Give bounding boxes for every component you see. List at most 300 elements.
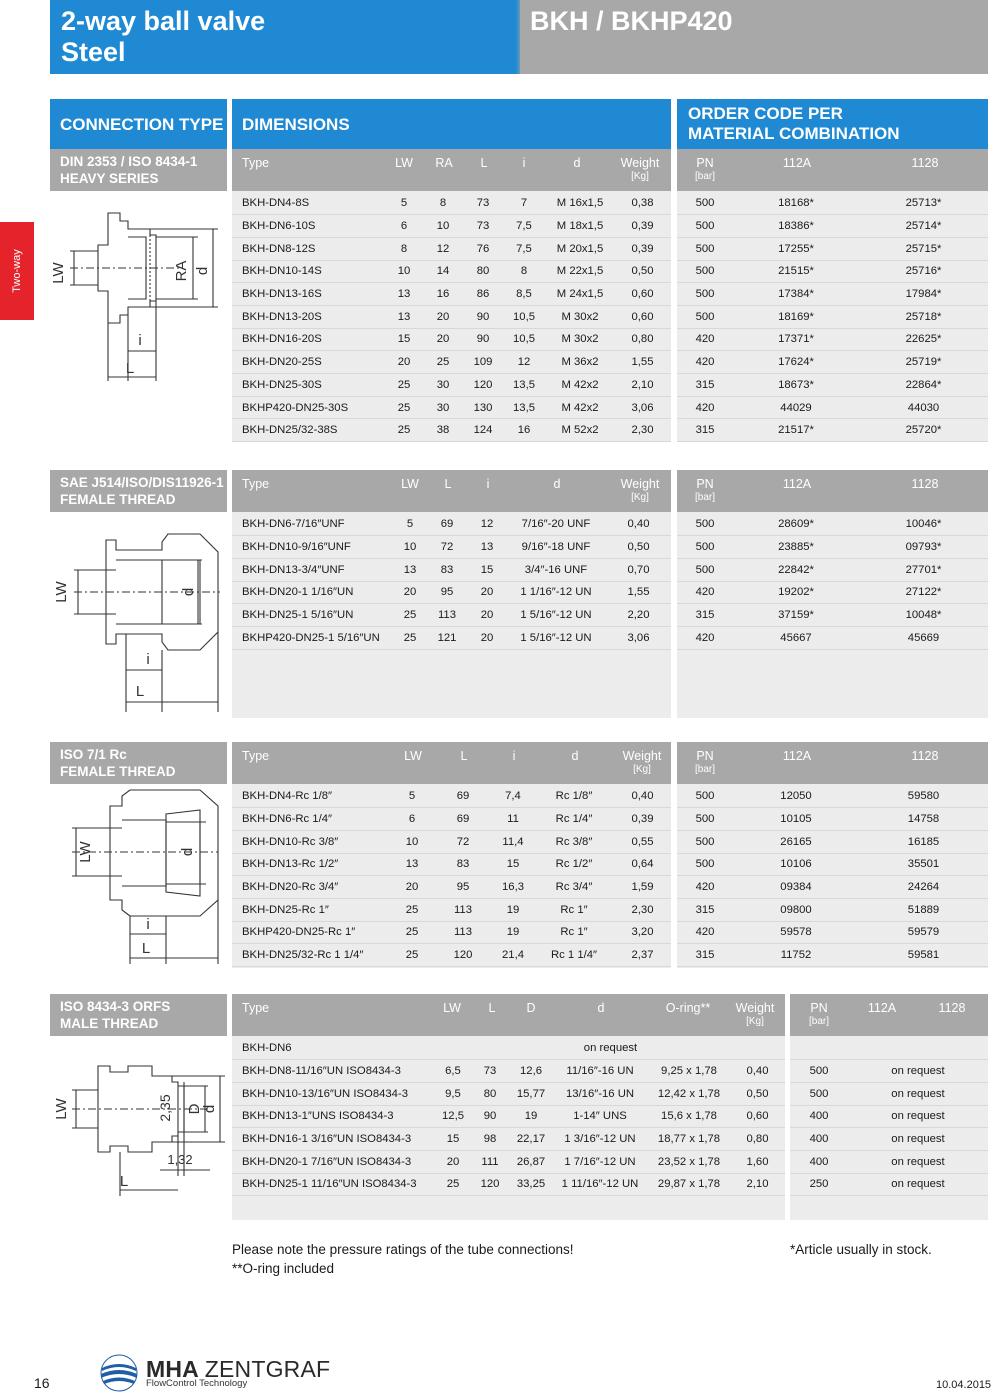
s3-dim-cell: 3,20 [614,921,671,944]
s3-dim-cell: 21,4 [492,944,534,967]
s1-dim-cell: 10 [386,260,422,283]
s2-dim-row [232,513,671,536]
s3-dim-cell: 25 [390,944,434,967]
s4-l-label: L [119,1173,129,1190]
s3-order-cell: 35501 [859,853,988,876]
s1-dim-cell: 90 [464,328,502,351]
s4-dim-cell: BKH-DN16-1 3/16″UN ISO8434-3 [232,1128,436,1151]
s4-order-row [790,1150,988,1173]
s4-dim-cell: 1,60 [730,1150,785,1173]
s3-dim-cell: BKH-DN20-Rc 3/4″ [232,876,390,899]
s4-dim-cell: 1 7/16″-12 UN [552,1150,648,1173]
s1-dim-cell: 1,55 [614,351,671,374]
s3-dim-cell: 113 [434,921,492,944]
s1-dim-cell: 120 [464,374,502,397]
s3-dim-cell: 25 [390,921,434,944]
s1-order-cell: 22625* [859,328,988,351]
s3-dim-cell: 95 [434,876,492,899]
s1-dim-cell: BKH-DN13-16S [232,283,386,306]
s4-dim-cell: 98 [470,1128,510,1151]
s4-order-cell: on request [848,1173,988,1196]
s1-dim-cell: 73 [464,192,502,215]
s2-col-pn: PN [696,477,714,491]
s1-dim-cell: 14 [422,260,464,283]
s4-order-cell: 500 [790,1082,848,1105]
s1-col-pn-unit: [bar] [694,171,715,182]
s1-order-cell: 17371* [733,328,859,351]
s4-col-weight: Weight [735,1001,775,1015]
s4-dim-cell: 1 3/16″-12 UN [552,1128,648,1151]
s1-order-row [677,328,988,351]
s3-order-row [677,808,988,831]
s3-dim-cell: Rc 1/4″ [534,808,614,831]
brand-thin: ZENTGRAF [204,1356,331,1382]
s1-order-cell: 18673* [733,374,859,397]
pressure-note: Please note the pressure ratings of the tube connections! [232,1242,574,1257]
s1-col-l: L [480,156,488,170]
s1-order-cell: 420 [677,396,733,419]
s3-dim-cell: 72 [434,830,492,853]
s1-connection-title [50,149,227,191]
s1-col-lw: LW [395,156,413,170]
s1-col-weight-unit: [Kg] [631,171,649,182]
s2-col-l: L [444,477,452,491]
s3-order-header [677,742,988,784]
s1-dim-row [232,328,671,351]
s2-title-1: SAE J514/ISO/DIS11926-1 [60,475,224,490]
s4-order-row [790,1060,988,1083]
s1-order-cell: 420 [677,328,733,351]
s4-dim-cell: 19 [510,1105,552,1128]
s3-dim-cell: BKHP420-DN25-Rc 1″ [232,921,390,944]
s1-order-cell: 18169* [733,305,859,328]
s4-col-l: L [488,1001,496,1015]
s4-dim-row [232,1082,785,1105]
s2-order-row [677,536,988,559]
s2-dim-cell: 12 [468,513,506,536]
s4-dim-cell: on request [436,1037,785,1060]
s3-d-label: d [179,847,196,857]
s1-order-row [677,351,988,374]
s2-dim-cell: 83 [426,558,468,581]
s1-col-ra: RA [435,156,453,170]
s3-order-cell: 420 [677,921,733,944]
s2-col-1128: 1128 [911,477,939,491]
s1-dim-cell: 25 [386,396,422,419]
s1-dim-row [232,215,671,238]
s3-order-row [677,830,988,853]
s2-col-112a: 112A [782,477,812,491]
s4-order-row [790,1082,988,1105]
s1-dim-cell: 38 [422,419,464,442]
s3-title-2: FEMALE THREAD [60,764,176,779]
s2-order-cell: 45669 [859,626,988,649]
s2-order-cell: 09793* [859,536,988,559]
s4-order-row [790,1037,988,1060]
s1-order-row [677,305,988,328]
s4-dim-row [232,1105,785,1128]
s2-dim-header [232,470,671,512]
s1-dim-cell: 25 [386,419,422,442]
s4-order-cell: 400 [790,1150,848,1173]
s3-l-label: L [141,940,151,957]
s3-dim-row [232,876,671,899]
s4-dim-row [232,1037,785,1060]
s2-dim-cell: 13 [394,558,426,581]
s1-order-cell: 500 [677,305,733,328]
s1-dim-cell: 7 [502,192,546,215]
s2-dim-cell: 15 [468,558,506,581]
s2-order-cell: 45667 [733,626,859,649]
s2-order-cell: 500 [677,536,733,559]
s3-col-112a: 112A [782,749,812,763]
s4-dim-cell: 12,6 [510,1060,552,1083]
s1-dim-cell: 16 [502,419,546,442]
s1-dim-cell: 7,5 [502,215,546,238]
s1-dim-cell: BKH-DN8-12S [232,237,386,260]
s1-dim-cell: 0,60 [614,283,671,306]
s3-order-cell: 315 [677,944,733,967]
s2-dim-cell: 9/16″-18 UNF [506,536,606,559]
s1-title-2: HEAVY SERIES [60,171,159,186]
s2-order-row [677,581,988,604]
s2-dim-cell: 20 [468,626,506,649]
s1-order-cell: 44030 [859,396,988,419]
s1-dim-table [232,192,671,442]
s3-order-cell: 59581 [859,944,988,967]
s1-dim-cell: 90 [464,305,502,328]
s3-dim-cell: BKH-DN6-Rc 1/4″ [232,808,390,831]
s2-dim-cell: 69 [426,513,468,536]
s3-order-cell: 315 [677,898,733,921]
s3-dim-cell: BKH-DN13-Rc 1/2″ [232,853,390,876]
s3-dim-cell: 2,37 [614,944,671,967]
s1-lw-label: LW [50,262,67,284]
s3-order-cell: 12050 [733,785,859,808]
s2-order-row [677,558,988,581]
s4-dim-cell: 80 [470,1082,510,1105]
s1-dim-cell: 13,5 [502,374,546,397]
s2-dim-cell: 3/4″-16 UNF [506,558,606,581]
s3-order-cell: 14758 [859,808,988,831]
s2-order-header [677,470,988,512]
s1-order-row [677,215,988,238]
s2-order-row [677,513,988,536]
mha-logo-icon [98,1354,140,1392]
s1-order-cell: 500 [677,260,733,283]
s4-big-d-label: D [186,1103,203,1115]
s2-dim-cell: 20 [468,604,506,627]
s3-i-label: i [146,916,150,933]
s2-order-cell: 420 [677,581,733,604]
s2-dim-cell: BKH-DN25-1 5/16″UN [232,604,394,627]
s1-dim-cell: 13 [386,283,422,306]
s1-dim-cell: BKH-DN13-20S [232,305,386,328]
s4-dim-cell: 11/16″-16 UN [552,1060,648,1083]
s3-dim-cell: 20 [390,876,434,899]
product-code: BKH / BKHP420 [530,6,733,36]
s4-drawing [50,1036,227,1220]
s2-dim-cell: 1 1/16″-12 UN [506,581,606,604]
s3-dim-cell: 1,59 [614,876,671,899]
s3-order-cell: 59579 [859,921,988,944]
side-tab-two-way[interactable] [0,222,34,320]
s4-dim-row [232,1060,785,1083]
s2-col-lw: LW [401,477,419,491]
s2-dim-cell: 1 5/16″-12 UN [506,626,606,649]
s4-col-oring: O-ring** [665,1001,711,1015]
s1-dim-cell: 15 [386,328,422,351]
s3-col-l: L [460,749,468,763]
s3-dim-row [232,898,671,921]
s2-dim-cell: 3,06 [606,626,671,649]
s1-dim-cell: 109 [464,351,502,374]
s1-order-cell: 18168* [733,192,859,215]
s2-dim-cell: BKH-DN10-9/16″UNF [232,536,394,559]
s1-dim-cell: 25 [422,351,464,374]
s4-col-d: d [597,1001,605,1015]
s1-dim-cell: 76 [464,237,502,260]
s3-col-weight: Weight [622,749,662,763]
s4-dim-cell: 90 [470,1105,510,1128]
s2-dim-cell: 20 [394,581,426,604]
s3-drawing [50,784,227,968]
s4-order-cell: 400 [790,1128,848,1151]
s1-dim-cell: 20 [386,351,422,374]
s1-dim-cell: 20 [422,328,464,351]
s1-order-cell: 420 [677,351,733,374]
s1-dim-row [232,283,671,306]
s1-dim-cell: 0,38 [614,192,671,215]
s3-dim-cell: BKH-DN10-Rc 3/8″ [232,830,390,853]
s3-dim-cell: 5 [390,785,434,808]
s3-dim-table [232,785,671,967]
s3-col-pn-unit: [bar] [694,764,715,775]
s4-dim-cell: 33,25 [510,1173,552,1196]
s1-order-cell: 315 [677,374,733,397]
s2-dim-cell: 0,70 [606,558,671,581]
s2-order-row [677,626,988,649]
title-line-1: 2-way ball valve [61,6,266,36]
s3-order-row [677,876,988,899]
s1-col-pn: PN [696,156,714,170]
s4-dim-cell: 23,52 x 1,78 [648,1150,730,1173]
s3-dim-cell: 6 [390,808,434,831]
s3-order-cell: 59578 [733,921,859,944]
s2-dim-cell: 95 [426,581,468,604]
s2-drawing [50,512,227,718]
s4-col-big-d: D [526,1001,536,1015]
s1-dim-cell: M 16x1,5 [546,192,614,215]
s2-dim-row [232,536,671,559]
s4-col-type: Type [242,1001,270,1015]
s4-dim-row [232,1128,785,1151]
s3-dim-cell: 0,39 [614,808,671,831]
s3-dim-cell: 0,55 [614,830,671,853]
s1-dim-cell: 30 [422,374,464,397]
s2-col-pn-unit: [bar] [694,492,715,503]
s2-dim-cell: 113 [426,604,468,627]
s3-order-cell: 10105 [733,808,859,831]
s1-dim-cell: 10,5 [502,305,546,328]
s3-dim-cell: 0,40 [614,785,671,808]
s2-col-i: i [486,477,490,491]
s3-col-1128: 1128 [911,749,939,763]
s2-order-cell: 23885* [733,536,859,559]
s1-order-cell: 25713* [859,192,988,215]
s4-dim-cell: 6,5 [436,1060,470,1083]
s1-dim-cell: BKH-DN10-14S [232,260,386,283]
s1-dim-cell: M 42x2 [546,396,614,419]
s3-order-cell: 420 [677,876,733,899]
s4-dim-cell: 12,5 [436,1105,470,1128]
s3-order-cell: 51889 [859,898,988,921]
s3-order-cell: 59580 [859,785,988,808]
s3-col-pn: PN [696,749,714,763]
s3-dim-cell: 10 [390,830,434,853]
s1-order-cell: 500 [677,192,733,215]
s1-dim-cell: M 36x2 [546,351,614,374]
s1-dim-cell: 0,50 [614,260,671,283]
s1-dim-cell: 130 [464,396,502,419]
s4-dim-cell: 9,5 [436,1082,470,1105]
s4-dim-cell: 1 11/16″-12 UN [552,1173,648,1196]
brand-tagline: FlowControl Technology [146,1378,248,1389]
s3-dim-cell: 69 [434,785,492,808]
s1-d-label: d [194,266,211,276]
s1-dim-cell: M 52x2 [546,419,614,442]
s1-col-type: Type [242,156,270,170]
s4-dim-cell: 26,87 [510,1150,552,1173]
s1-dim-cell: 0,60 [614,305,671,328]
title-line-2: Steel [61,37,126,67]
s3-order-cell: 500 [677,830,733,853]
s4-dim-cell: 25 [436,1173,470,1196]
s4-dim-cell: BKH-DN10-13/16″UN ISO8434-3 [232,1082,436,1105]
s3-dim-row [232,921,671,944]
s1-ra-label: RA [173,260,190,282]
s4-order-cell: on request [848,1082,988,1105]
s2-dim-cell: 0,50 [606,536,671,559]
s1-dim-row [232,396,671,419]
s4-order-cell: 500 [790,1060,848,1083]
s4-oring-label: 1,32 [167,1152,193,1167]
s4-dim-cell: 0,60 [730,1105,785,1128]
s1-order-cell: 25714* [859,215,988,238]
s4-col-lw: LW [443,1001,461,1015]
s3-order-row [677,785,988,808]
s3-dim-row [232,808,671,831]
s2-order-cell: 27122* [859,581,988,604]
s4-dim-row [232,1173,785,1196]
s3-order-row [677,853,988,876]
s2-dim-cell: 7/16″-20 UNF [506,513,606,536]
s2-dim-cell: BKH-DN20-1 1/16″UN [232,581,394,604]
s1-dim-cell: M 22x1,5 [546,260,614,283]
s3-dim-cell: 83 [434,853,492,876]
s1-order-row [677,260,988,283]
s1-dim-cell: 2,10 [614,374,671,397]
s2-order-cell: 500 [677,558,733,581]
s1-dim-cell: BKH-DN16-20S [232,328,386,351]
s1-col-112a: 112A [782,156,812,170]
s1-dim-cell: 8 [386,237,422,260]
s3-dim-cell: 69 [434,808,492,831]
s4-title-2: MALE THREAD [60,1016,159,1031]
s1-dim-cell: 8 [422,192,464,215]
s1-order-row [677,237,988,260]
s1-dim-cell: 12 [502,351,546,374]
s1-dim-cell: BKH-DN20-25S [232,351,386,374]
s1-l-label: L [125,360,135,377]
oring-note: **O-ring included [232,1261,335,1276]
dimensions-label: DIMENSIONS [242,115,350,134]
order-code-header [677,99,988,149]
s1-dim-cell: BKH-DN6-10S [232,215,386,238]
s2-dim-row [232,604,671,627]
s1-dim-cell: M 20x1,5 [546,237,614,260]
s3-order-cell: 09384 [733,876,859,899]
s3-col-i: i [512,749,516,763]
s4-dim-cell: 9,25 x 1,78 [648,1060,730,1083]
s1-col-d: d [573,156,581,170]
s1-order-cell: 25718* [859,305,988,328]
s3-order-cell: 11752 [733,944,859,967]
s2-dim-cell: 72 [426,536,468,559]
s1-order-cell: 17624* [733,351,859,374]
s2-dim-cell: BKH-DN6-7/16″UNF [232,513,394,536]
s2-i-label: i [146,651,150,668]
s2-order-cell: 28609* [733,513,859,536]
s4-order-cell: on request [848,1105,988,1128]
s3-order-cell: 10106 [733,853,859,876]
s4-order-header [790,994,988,1036]
s2-order-cell: 22842* [733,558,859,581]
s2-dim-cell: 13 [468,536,506,559]
s1-dim-cell: 8,5 [502,283,546,306]
s3-dim-cell: 2,30 [614,898,671,921]
s4-connection-title [50,994,227,1036]
s1-dim-cell: 20 [422,305,464,328]
s1-order-cell: 500 [677,215,733,238]
s2-dim-cell: 121 [426,626,468,649]
s1-dim-cell: 6 [386,215,422,238]
s4-dim-cell: BKH-DN8-11/16″UN ISO8434-3 [232,1060,436,1083]
s3-order-cell: 500 [677,808,733,831]
s3-order-cell: 24264 [859,876,988,899]
s1-dim-cell: M 24x1,5 [546,283,614,306]
s1-order-cell: 500 [677,283,733,306]
s4-gap-label: 2,35 [157,1094,173,1122]
s1-title-1: DIN 2353 / ISO 8434-1 [60,154,198,169]
s3-title-1: ISO 7/1 Rc [60,747,127,762]
s4-dim-cell: BKH-DN13-1″UNS ISO8434-3 [232,1105,436,1128]
page-number: 16 [34,1375,50,1391]
s3-dim-cell: 11 [492,808,534,831]
s1-order-cell: 17984* [859,283,988,306]
s3-col-weight-unit: [Kg] [633,764,651,775]
s4-dim-cell: 2,10 [730,1173,785,1196]
s1-order-cell: 21517* [733,419,859,442]
s4-order-cell: on request [848,1060,988,1083]
s2-order-cell: 420 [677,626,733,649]
s2-col-weight: Weight [620,477,660,491]
s2-lw-label: LW [53,581,70,603]
s3-dim-row [232,944,671,967]
s4-col-weight-unit: [Kg] [746,1016,764,1027]
s4-order-cell: on request [848,1128,988,1151]
s4-dim-cell: 0,80 [730,1128,785,1151]
